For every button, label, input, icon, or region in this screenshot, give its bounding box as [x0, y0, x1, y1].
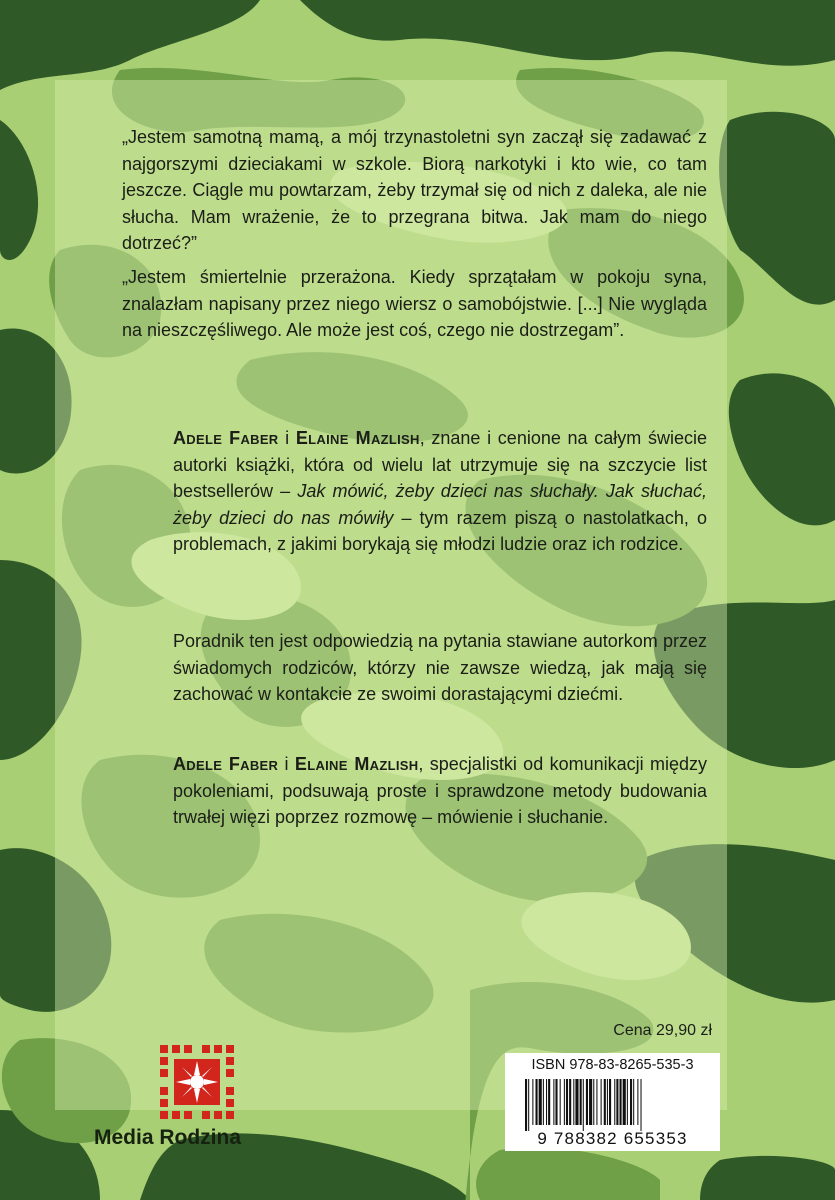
barcode-bar: [630, 1079, 632, 1125]
publisher-logo-icon: [158, 1043, 236, 1121]
barcode-bar: [560, 1079, 561, 1125]
description-paragraph-2: [173, 628, 707, 708]
barcode-bar: [637, 1079, 638, 1125]
quote-2-text: „Jestem śmiertelnie przerażona. Kiedy sprzątałam w pokoju syna, znalazłam napisany przez niego wiersz o samobójstwie. [...] Nie wygląda na nieszczęśliwego. Ale może jest coś, czego nie dostrzegam”.: [122, 267, 707, 340]
barcode-bar: [583, 1079, 584, 1131]
barcode-bar: [601, 1079, 602, 1125]
isbn-barcode: [505, 1053, 720, 1151]
barcode-bar: [546, 1079, 547, 1125]
quote-1-text: „Jestem samotną mamą, a mój trzynastoletni syn zaczął się zadawać z najgorszymi dzieciakami w szkole. Biorą narkotyki i kto wie, co tam jeszcze. Ciągle mu powtarzam, żeby trzymał się od nich z daleka, ale nie słucha. Mam wrażenie, że to przegrana bitwa. Jak mam do niego dotrzeć?”: [122, 127, 707, 253]
barcode-bar: [641, 1079, 642, 1131]
author-conjunction: i: [278, 428, 296, 448]
barcode-bar: [589, 1079, 592, 1125]
barcode-bar: [596, 1079, 597, 1125]
barcode-bar: [539, 1079, 542, 1125]
barcode-bar: [528, 1079, 529, 1131]
description-paragraph-1: [173, 425, 707, 558]
barcode-bar: [623, 1079, 626, 1125]
description-2-text: Poradnik ten jest odpowiedzią na pytania stawiane autorkom przez świadomych rodziców, którzy nie zawsze wiedzą, jak mają się zachować w kontakcie ze swoimi dorastającymi dziećmi.: [173, 631, 707, 704]
publisher-name: Media Rodzina: [94, 1126, 242, 1149]
book-title-italic: Jak mówić, żeby dzieci nas słuchały. Jak słuchać, żeby dzieci do nas mówiły: [173, 481, 707, 528]
barcode-bar: [569, 1079, 571, 1125]
barcode-bar: [609, 1079, 611, 1125]
barcode-bar: [580, 1079, 582, 1125]
barcode-bar: [525, 1079, 527, 1131]
barcode-bar: [566, 1079, 568, 1125]
barcode-bar: [586, 1079, 588, 1125]
barcode-bar: [607, 1079, 608, 1125]
barcode-bar: [553, 1079, 554, 1125]
barcode-bar: [616, 1079, 618, 1125]
barcode-bar: [575, 1079, 578, 1125]
author-name-mazlish: Elaine Mazlish: [295, 428, 420, 448]
barcode-bar: [593, 1079, 594, 1125]
barcode-bar: [620, 1079, 622, 1125]
barcode-bar: [548, 1079, 550, 1125]
author-name-faber: Adele Faber: [173, 754, 279, 774]
barcode-bar: [627, 1079, 628, 1125]
author-name-mazlish: Elaine Mazlish: [294, 754, 419, 774]
author-name-faber: Adele Faber: [173, 428, 279, 448]
quote-2: [122, 264, 707, 344]
barcode-digits: 9 788382 655353: [537, 1129, 688, 1148]
description-3-text: , specjalistki od komunikacji między pokoleniami, podsuwają proste i sprawdzone metody budowania trwałej więzi poprzez rozmowę – mówienie i słuchanie.: [173, 754, 707, 827]
price-label: Cena 29,90 zł: [613, 1022, 712, 1039]
barcode-bar: [543, 1079, 544, 1125]
description-1-text-b: – tym razem piszą o nastolatkach, o problemach, z jakimi borykają się młodzi ludzie oraz ich rodzice.: [173, 507, 707, 554]
description-paragraph-3: [173, 751, 707, 831]
author-conjunction: i: [278, 754, 295, 774]
barcode-bar: [564, 1079, 565, 1125]
barcode-bar: [536, 1079, 538, 1125]
quote-1: [122, 124, 707, 257]
barcode-bar: [614, 1079, 615, 1125]
isbn-text: ISBN 978-83-8265-535-3: [531, 1057, 694, 1073]
description-1-text-a: , znane i cenione na całym świecie autorki książki, która od wielu lat utrzymuje się na szczycie list bestsellerów –: [173, 428, 707, 501]
barcode-bar: [633, 1079, 634, 1125]
barcode-bar: [573, 1079, 574, 1125]
barcode-bar: [532, 1079, 533, 1125]
barcode-bar: [555, 1079, 557, 1125]
barcode-bars: [525, 1079, 715, 1131]
barcode-bar: [604, 1079, 606, 1125]
